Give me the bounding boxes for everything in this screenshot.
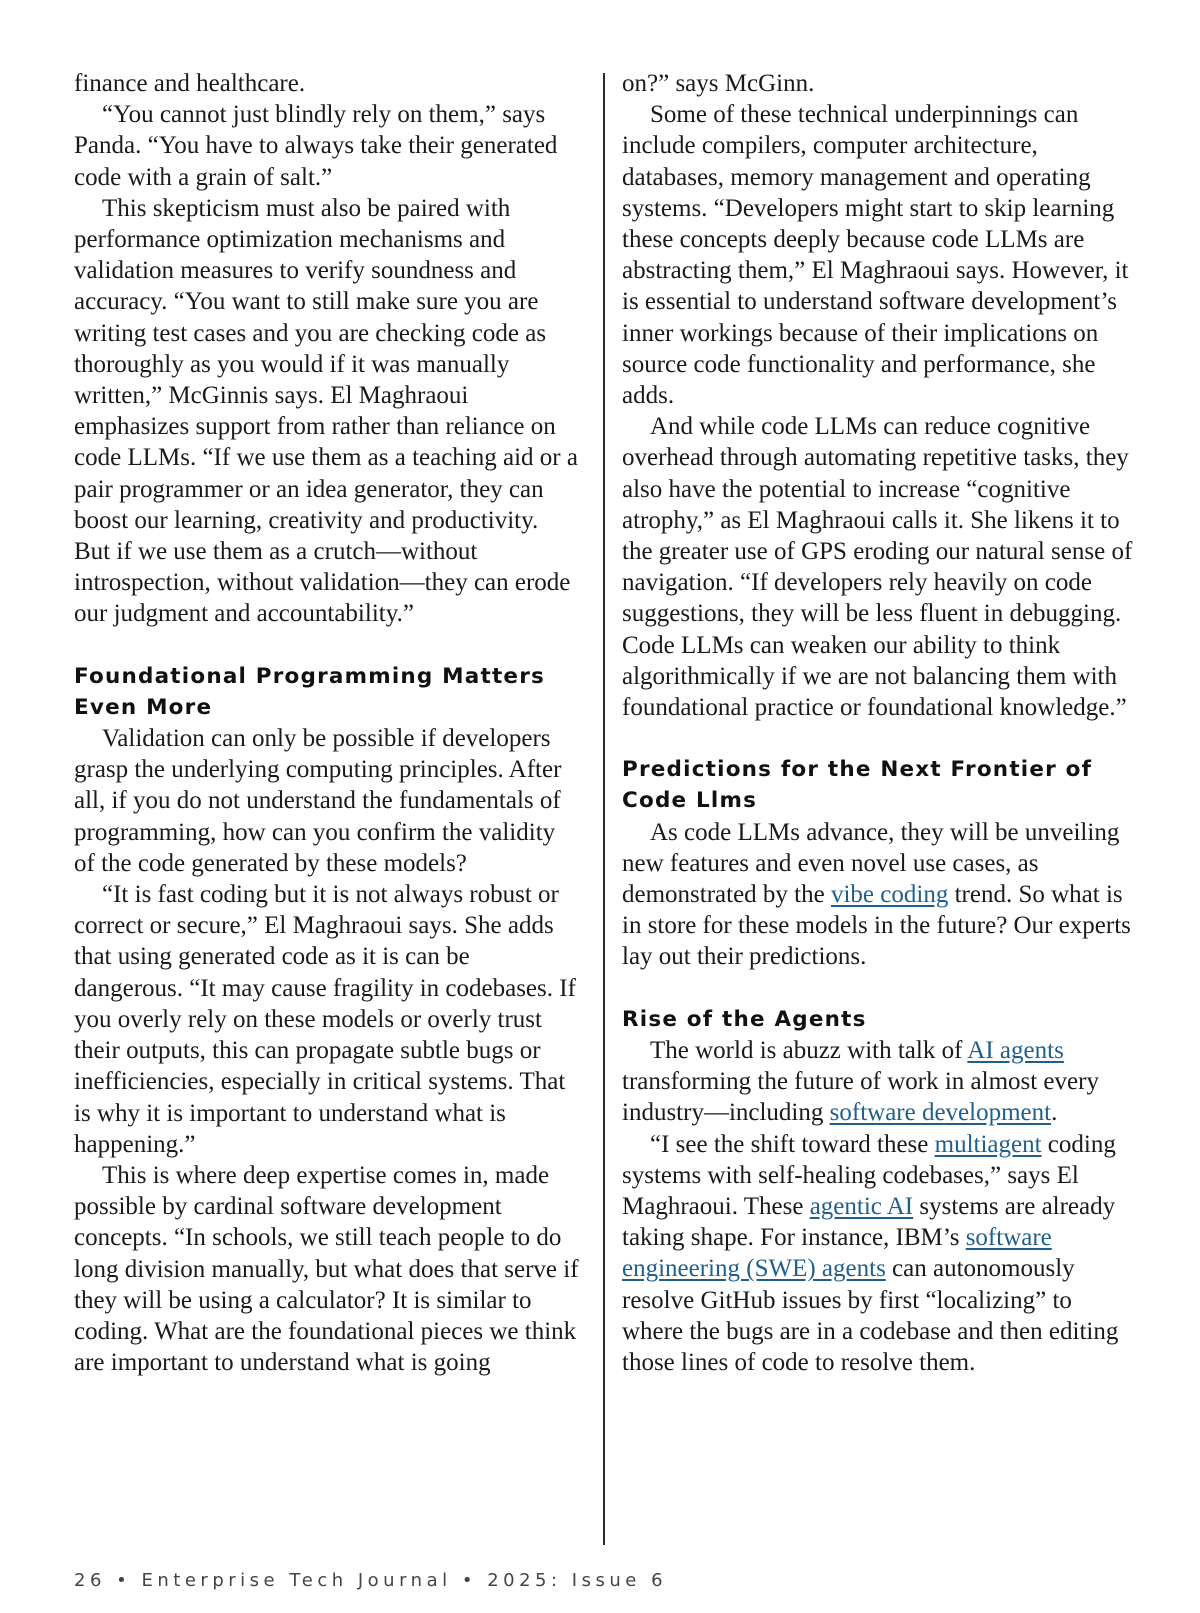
issue-label: 2025: Issue 6 xyxy=(487,1570,668,1591)
paragraph xyxy=(622,1035,1138,1129)
section-heading: Rise of the Agents xyxy=(622,1006,867,1032)
text-run: As code LLMs advance, they will be unveiling new features and even novel use cases, as demonstrated by the xyxy=(622,818,1120,909)
section-gap xyxy=(622,723,1138,754)
paragraph: And while code LLMs can reduce cognitive overhead through automating repetitive tasks, they also have the potential to increase “cognitive atrophy,” as El Maghraoui calls it. She likens it to the greater use of GPS eroding our natural sense of navigation. “If developers rely heavily on code suggestions, they will be less fluent in debugging. Code LLMs can weaken our ability to think algorithmically if we are not balancing them with foundational practice or foundational knowledge.” xyxy=(622,413,1133,722)
paragraph xyxy=(622,1129,1138,1379)
page-footer xyxy=(74,1570,667,1591)
bullet-separator: • xyxy=(461,1570,477,1591)
publication-name: Enterprise Tech Journal xyxy=(141,1570,452,1591)
section-heading: Predictions for the Next Frontier of Code Llms xyxy=(622,757,1093,814)
paragraph: “It is fast coding but it is not always robust or correct or secure,” El Maghraoui says. She adds that using generated code as it is can be dangerous. “It may cause fragility in codebases. If you overly rely on these models or overly trust their outputs, this can propagate subtle bugs or inefficiencies, especially in critical systems. That is why it is important to understand what is happening.” xyxy=(74,881,576,1158)
swe-agents-link[interactable]: software engineering (SWE) agents xyxy=(622,1224,1052,1283)
text-run: The world is abuzz with talk of xyxy=(650,1036,968,1064)
paragraph xyxy=(622,817,1138,973)
bullet-separator: • xyxy=(116,1570,132,1591)
text-run: . xyxy=(1051,1099,1058,1127)
software-development-link[interactable]: software development xyxy=(829,1099,1052,1127)
paragraph: This is where deep expertise comes in, made possible by cardinal software development concepts. “In schools, we still teach people to do long division manually, but what does that serve if they will be using a calculator? It is similar to coding. What are the foundational pieces we think are important to understand what is going xyxy=(74,1161,579,1377)
text-run: “I see the shift toward these xyxy=(650,1130,935,1158)
page-number: 26 xyxy=(74,1570,106,1591)
text-run: trend. So what is in store for these models in the future? Our experts lay out their predictions. xyxy=(622,881,1131,971)
paragraph: This skepticism must also be paired with performance optimization mechanisms and validation measures to verify soundness and accuracy. “You want to still make sure you are writing test cases and you are checking code as thoroughly as you would if it was manually written,” McGinnis says. El Maghraoui emphasizes support from rather than reliance on code LLMs. “If we use them as a teaching aid or a pair programmer or an idea generator, they can boost our learning, creativity and productivity. But if we use them as a crutch—without introspection, without validation—they can erode our judgment and accountability.” xyxy=(74,194,578,628)
section-gap xyxy=(622,973,1138,1004)
paragraph: Validation can only be possible if developers grasp the underlying computing principles. After all, if you do not understand the fundamentals of programming, how can you confirm the validity of the code generated by these models? xyxy=(74,725,562,877)
agentic-ai-link[interactable]: agentic AI xyxy=(809,1192,914,1220)
text-run: transforming the future of work in almost every industry—including xyxy=(622,1068,1099,1127)
paragraph: Some of these technical underpinnings can include compilers, computer architecture, databases, memory management and operating systems. “Developers might start to skip learning these concepts deeply because code LLMs are abstracting them,” El Maghraoui says. However, it is essential to understand software development’s inner workings because of their implications on source code functionality and performance, she adds. xyxy=(622,101,1129,410)
text-run: systems are already taking shape. For instance, IBM’s xyxy=(622,1192,1116,1252)
left-column xyxy=(74,68,580,1378)
ai-agents-link[interactable]: AI agents xyxy=(967,1036,1064,1064)
paragraph: on?” says McGinn. xyxy=(622,70,815,97)
section-gap xyxy=(74,630,580,661)
section-heading: Foundational Programming Matters Even More xyxy=(74,663,546,720)
paragraph: finance and healthcare. xyxy=(74,70,306,97)
right-column xyxy=(622,68,1138,1378)
multiagent-link[interactable]: multiagent xyxy=(934,1130,1042,1158)
text-run: coding systems with self-healing codebases,” says El Maghraoui. These xyxy=(622,1130,1116,1220)
paragraph: “You cannot just blindly rely on them,” says Panda. “You have to always take their generated code with a grain of salt.” xyxy=(74,101,558,191)
vibe-coding-link[interactable]: vibe coding xyxy=(830,881,949,909)
column-divider xyxy=(603,73,605,1545)
text-run: can autonomously resolve GitHub issues by first “localizing” to where the bugs are in a codebase and then editing those lines of code to resolve them. xyxy=(622,1255,1119,1376)
